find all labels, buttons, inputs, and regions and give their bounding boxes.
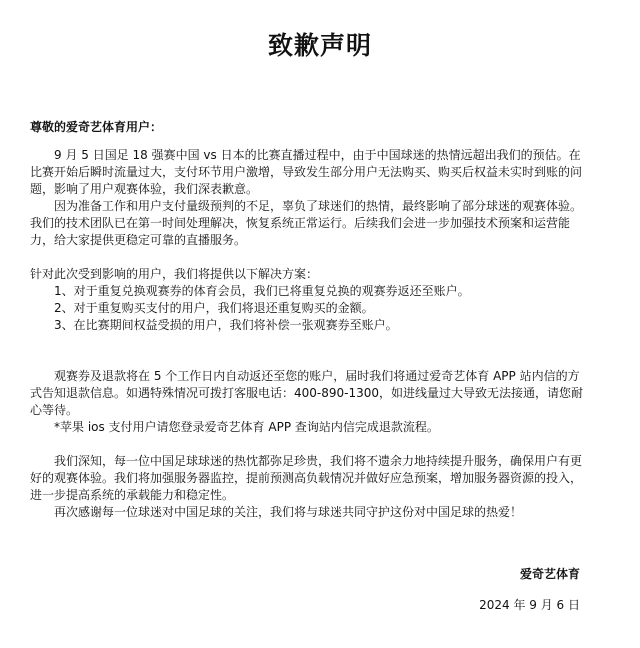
paragraph-apology: 因为准备工作和用户支付量级预判的不足，辜负了球迷们的热情，最终影响了部分球迷的观赛体验。我们的技术团队已在第一时间处理解决，恢复系统正常运行。后续我们会进一步加强技术预案和运营能力，给大家提供更稳定可靠的直播服务。	[30, 199, 583, 247]
paragraph-commitment: 我们深知，每一位中国足球球迷的热忱都弥足珍贵，我们将不遗余力地持续提升服务，确保用户有更好的观赛体验。我们将加强服务器监控，提前预测高负载情况并做好应急预案，增加服务器资源的投入，进一步提高系统的承载能力和稳定性。	[30, 454, 583, 502]
list-item: 3、在比赛期间权益受损的用户，我们将补偿一张观赛券至账户。	[54, 318, 398, 332]
page-title: 致歉声明	[267, 31, 372, 60]
spacer	[30, 249, 590, 266]
paragraph-refund-info: 观赛券及退款将在 5 个工作日内自动返还至您的账户，届时我们将通过爱奇艺体育 APP 站内信的方式告知退款信息。如遇特殊情况可拨打客服电话：400-890-1300，如进线量过大导致无法接通，请您耐心等待。	[30, 369, 584, 417]
paragraph-thanks: 再次感谢每一位球迷对中国足球的关注，我们将与球迷共同守护这份对中国足球的热爱！	[54, 505, 523, 519]
paragraph-incident: 9 月 5 日国足 18 强赛中国 vs 日本的比赛直播过程中，由于中国球迷的热情远超出我们的预估。在比赛开始后瞬时流量过大，支付环节用户激增，导致发生部分用户无法购买、购买后权益未实时到账的问题，影响了用户观赛体验，我们深表歉意。	[30, 148, 583, 196]
spacer	[30, 436, 590, 453]
document-date: 2024 年 9 月 6 日	[479, 598, 580, 612]
salutation: 尊敬的爱奇艺体育用户：	[30, 120, 163, 134]
list-item: 2、对于重复购买支付的用户，我们将退还重复购买的金额。	[54, 301, 374, 315]
solution-list	[30, 283, 590, 334]
paragraph-solutions-intro: 针对此次受到影响的用户，我们将提供以下解决方案：	[30, 267, 319, 281]
spacer	[30, 334, 590, 368]
statement-body	[30, 147, 590, 521]
signature: 爱奇艺体育	[519, 567, 580, 581]
list-item: 1、对于重复兑换观赛券的体育会员，我们已将重复兑换的观赛券返还至账户。	[54, 284, 470, 298]
paragraph-ios-note: *苹果 ios 支付用户请您登录爱奇艺体育 APP 查询站内信完成退款流程。	[54, 420, 439, 434]
